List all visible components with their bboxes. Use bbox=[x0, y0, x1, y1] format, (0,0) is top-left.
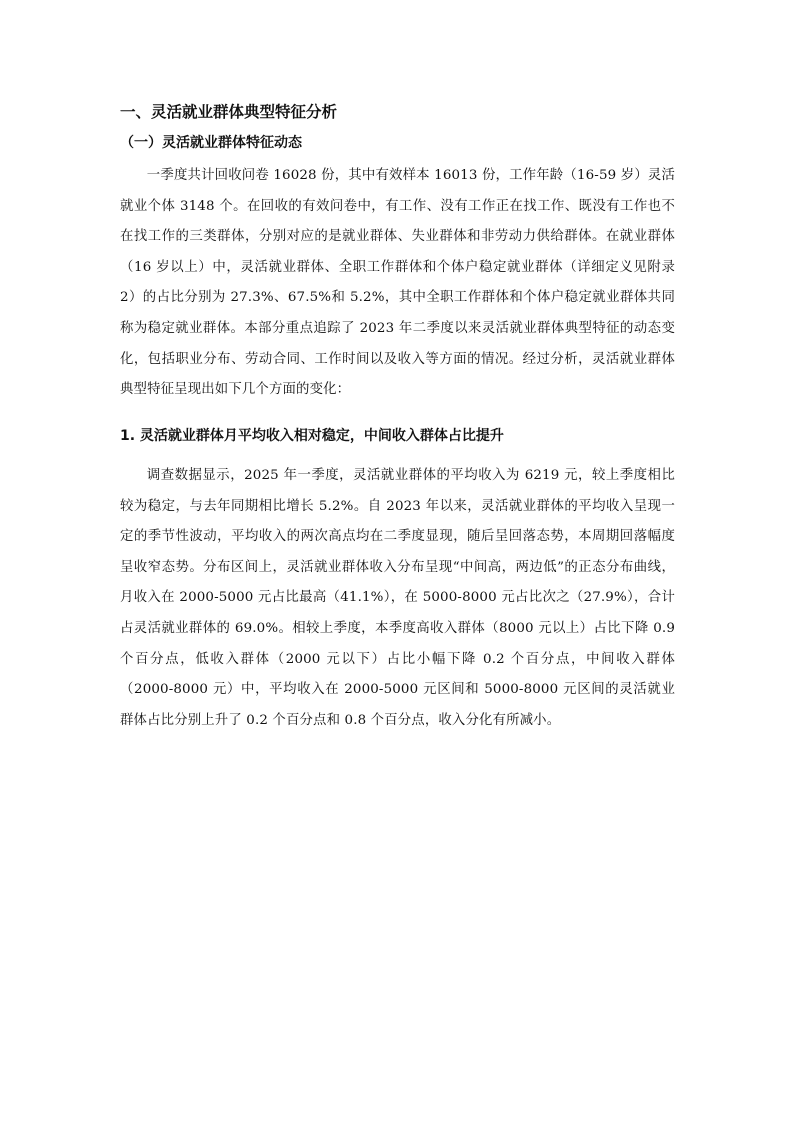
subsection-heading: （一）灵活就业群体特征动态 bbox=[120, 135, 302, 151]
paragraph-income-analysis: 调查数据显示，2025 年一季度，灵活就业群体的平均收入为 6219 元，较上季度相比较为稳定，与去年同期相比增长 5.2%。自 2023 年以来，灵活就业群体的平均收入呈现一定的季节性波动，平均收入的两次高点均在二季度显现，随后呈回落态势，本周期回落幅度呈收窄态势。分布区间上，灵活就业群体收入分布呈现“中间高，两边低”的正态分布曲线，月收入在 2000-5000 元占比最高（41.1%），在 5000-8000 元占比次之（27.9%），合计占灵活就业群体的 69.0%。相较上季度，本季度高收入群体（8000 元以上）占比下降 0.9 个百分点，低收入群体（2000 元以下）占比小幅下降 0.2 个百分点，中间收入群体（2000-8000 元）中，平均收入在 2000-5000 元区间和 5000-8000 元区间的灵活就业群体占比分别上升了 0.2 个百分点和 0.8 个百分点，收入分化有所减小。 bbox=[120, 468, 675, 728]
item-heading-income: 1. 灵活就业群体月平均收入相对稳定，中间收入群体占比提升 bbox=[120, 428, 504, 444]
paragraph-sample-overview: 一季度共计回收问卷 16028 份，其中有效样本 16013 份，工作年龄（16-59 岁）灵活就业个体 3148 个。在回收的有效问卷中，有工作、没有工作正在找工作、既没有工作也不在找工作的三类群体，分别对应的是就业群体、失业群体和非劳动力供给群体。在就业群体（16 岁以上）中，灵活就业群体、全职工作群体和个体户稳定就业群体（详细定义见附录 2）的占比分别为 27.3%、67.5%和 5.2%，其中全职工作群体和个体户稳定就业群体共同称为稳定就业群体。本部分重点追踪了 2023 年二季度以来灵活就业群体典型特征的动态变化，包括职业分布、劳动合同、工作时间以及收入等方面的情况。经过分析，灵活就业群体典型特征呈现出如下几个方面的变化： bbox=[120, 168, 675, 398]
section-heading: 一、灵活就业群体典型特征分析 bbox=[120, 103, 338, 121]
